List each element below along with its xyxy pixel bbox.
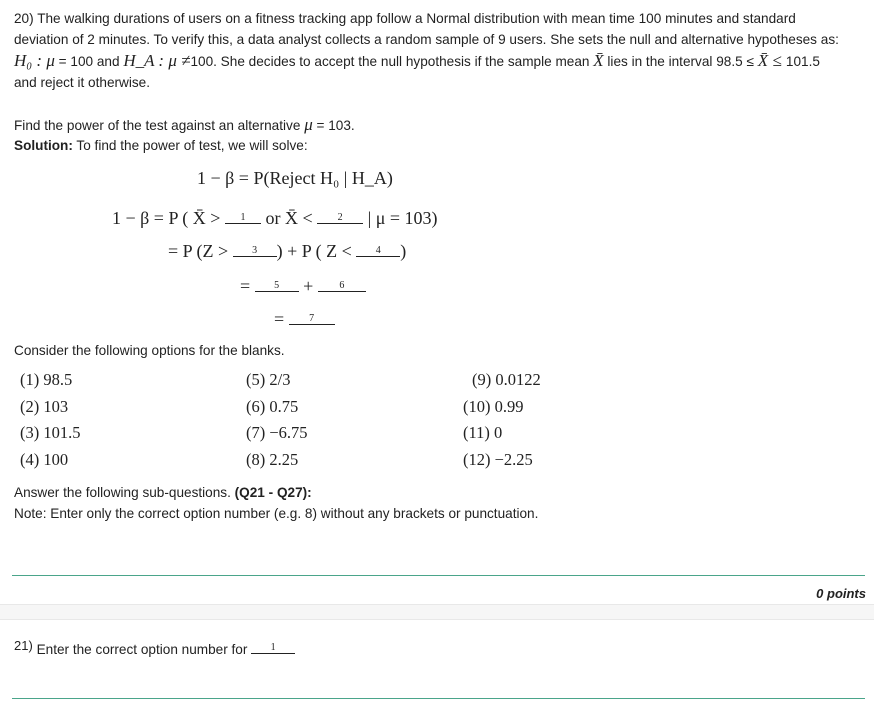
answer-note: Note: Enter only the correct option number (e.g. 8) without any brackets or punctuation.: [14, 506, 539, 521]
option-12: (12) −2.25: [463, 449, 533, 469]
question-20-text: [14, 8, 866, 93]
option-6: (6) 0.75: [246, 396, 299, 416]
question-21: [14, 638, 295, 658]
option-2: (2) 103: [20, 396, 69, 416]
option-3: (3) 101.5: [20, 423, 81, 442]
option-8: (8) 2.25: [246, 449, 299, 469]
blank-2: 2: [317, 213, 363, 224]
option-4: (4) 100: [20, 449, 69, 469]
question-separator: [0, 604, 874, 620]
blank-3: 3: [233, 246, 277, 257]
equation-z-form: = P (Z > 3 ) + P ( Z < 4 ): [168, 241, 407, 261]
divider: [12, 575, 865, 576]
blank-7: 7: [289, 314, 335, 325]
option-9: (9) 0.0122: [472, 370, 541, 389]
question-20-line-3: H₀ : μ = 100 and H_A : μ ≠100. She decides to accept the null hypothesis if the sample mean X̄ lies in the interval 98.5 ≤ X̄ ≤ 101.5: [14, 51, 820, 70]
blank-6: 6: [318, 281, 366, 292]
options-column-2: [246, 367, 308, 473]
blank-4: 4: [356, 246, 400, 257]
question-21-text: Enter the correct option number for: [36, 642, 248, 657]
options-column-1: [20, 367, 81, 473]
option-1: (1) 98.5: [20, 370, 73, 389]
options-column-3: [463, 367, 541, 473]
option-5: (5) 2/3: [246, 370, 291, 389]
equation-power-definition: 1 − β = P(Reject H₀ | H_A): [197, 168, 393, 188]
blank-1: 1: [225, 213, 261, 224]
blank-5: 5: [255, 281, 299, 292]
answer-divider: [12, 698, 865, 699]
equation-power-expansion: 1 − β = P ( X̄ > 1 or X̄ < 2 | μ = 103): [112, 208, 438, 228]
question-number: 20): [14, 11, 34, 26]
equation-result: = 7: [274, 309, 335, 330]
question-20-line-1: 20) The walking durations of users on a fitness tracking app follow a Normal distribution with mean time 100 minutes and standard: [14, 11, 796, 26]
solution-label: Solution:: [14, 138, 73, 153]
solution-intro: Solution: To find the power of test, we will solve:: [14, 138, 308, 153]
question-20-line-2: deviation of 2 minutes. To verify this, a data analyst collects a random sample of 9 users. She sets the null and alternative hypotheses as:: [14, 32, 839, 47]
option-10: (10) 0.99: [463, 396, 524, 416]
question-21-blank: 1: [251, 643, 295, 654]
answer-instructions: Answer the following sub-questions. (Q21 - Q27):: [14, 485, 312, 500]
question-21-number: 21): [14, 638, 33, 653]
points-label: 0 points: [816, 586, 866, 601]
equation-sum: = 5 + 6: [240, 276, 366, 297]
option-7: (7) −6.75: [246, 423, 308, 442]
find-power-prompt: Find the power of the test against an alternative μ = 103.: [14, 115, 355, 134]
question-20-line-4: and reject it otherwise.: [14, 75, 151, 90]
options-intro: Consider the following options for the blanks.: [14, 343, 285, 358]
option-11: (11) 0: [463, 423, 503, 442]
